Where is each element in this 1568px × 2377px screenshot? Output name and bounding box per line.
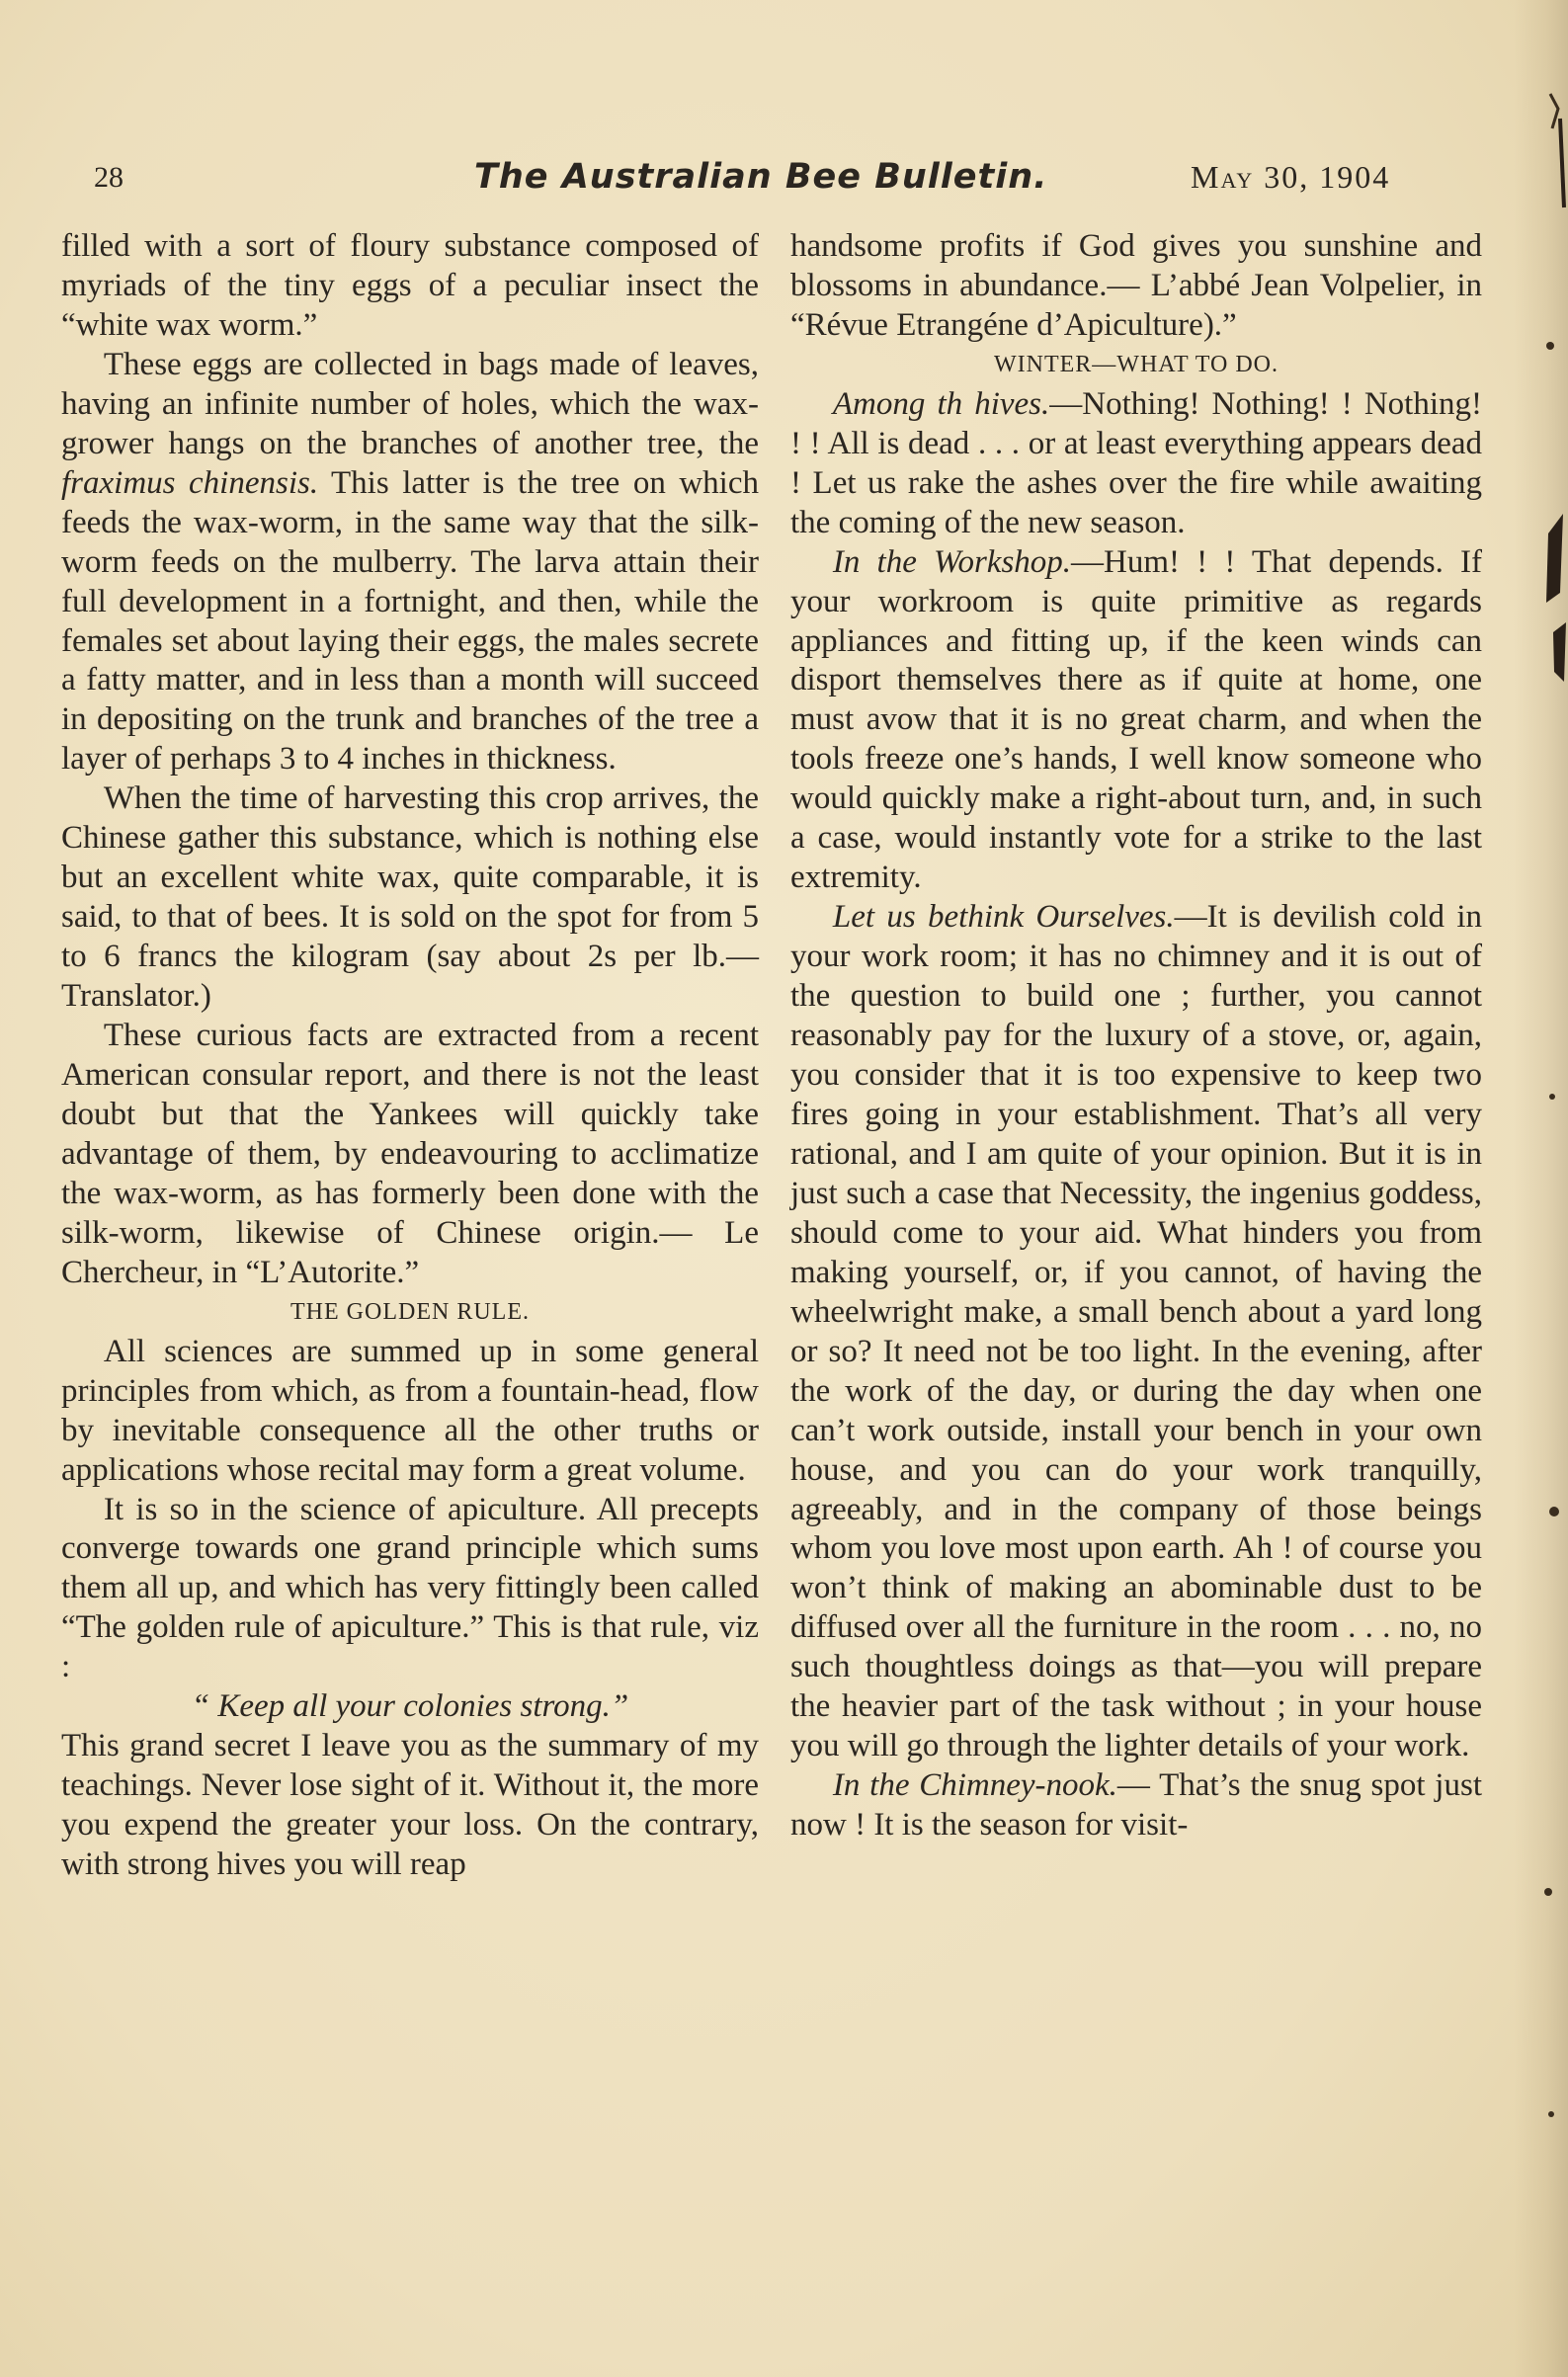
paragraph: These curious facts are extracted from a recent American consular report, and there is not the least doubt but that the Yankees will quickly take advantage of them, by endeavouring to acclimatize the wax-worm, as has formerly been done with the silk-worm, likewise of Chinese origin.— Le Chercheur, in “L’Autorite.” (61, 1018, 759, 1290)
motto-line: “ Keep all your colonies strong.” (191, 1688, 629, 1725)
margin-binding-marks (1509, 0, 1568, 2377)
right-column (790, 227, 1482, 1845)
italic-run: In the Workshop. (832, 543, 1072, 580)
paragraph (790, 543, 1482, 899)
paragraph (790, 1766, 1482, 1845)
paragraph: This grand secret I leave you as the summary of my teachings. Never lose sight of it. Without it, the more you expend the greater your loss. On the contrary, with strong hives you will reap (61, 1728, 759, 1883)
left-column (61, 227, 759, 1885)
section-heading: WINTER—WHAT TO DO. (994, 351, 1279, 377)
paragraph: All sciences are summed up in some general principles from which, as from a fountain-head, flow by inevitable consequence all the other truths or applications whose recital may form a great volume. (61, 1333, 759, 1488)
italic-run: In the Chimney-nook. (832, 1767, 1117, 1804)
italic-run: Let us bethink Ourselves. (832, 899, 1175, 936)
text-run: — That’s the snug spot just now ! It is the season for visit- (790, 1767, 1482, 1844)
text-run: These eggs are collected in bags made of leaves, having an infinite number of holes, which the wax-grower hangs on the branches of another tree, the (61, 346, 759, 461)
page-header (94, 153, 1477, 203)
paragraph: filled with a sort of floury substance composed of myriads of the tiny eggs of a peculiar insect the “white wax worm.” (61, 228, 759, 343)
page-number: 28 (94, 161, 124, 194)
issue-date: May 30, 1904 (1191, 159, 1391, 195)
text-run: —Hum! ! ! That depends. If your workroom is quite primitive as regards appliances and fitting up, if the keen winds can disport themselves there as if quite at home, one must avow that it is no great charm, and when the tools freeze one’s hands, I well know someone who would quickly make a right-about turn, and, in such a case, would instantly vote for a strike to the last extremity. (790, 543, 1482, 896)
text-run: —Nothing! Nothing! ! Nothing! ! ! All is dead . . . or at least everything appears dead ! Let us rake the ashes over the fire while awaiting the coming of the new season. (790, 385, 1482, 540)
paragraph: It is so in the science of apiculture. All precepts converge towards one grand principle which sums them all up, and which has very fittingly been called “The golden rule of apiculture.” This is that rule, viz : (61, 1491, 759, 1685)
italic-run: Among th hives. (832, 385, 1050, 422)
section-heading: THE GOLDEN RULE. (290, 1298, 530, 1325)
paragraph (61, 346, 759, 779)
paragraph (790, 385, 1482, 543)
paragraph: When the time of harvesting this crop arrives, the Chinese gather this substance, which is nothing else but an excellent white wax, quite comparable, it is said, to that of bees. It is sold on the spot for from 5 to 6 francs the kilogram (say about 2s per lb.—Translator.) (61, 780, 759, 1015)
italic-run: fraximus chinensis. (61, 464, 319, 501)
text-run: This latter is the tree on which feeds the wax-worm, in the same way that the silk-worm feeds on the mulberry. The larva attain their full development in a fortnight, and then, while the females set about laying their eggs, the males secrete a fatty matter, and in less than a month will succeed in depositing on the trunk and branches of the tree a layer of perhaps 3 to 4 inches in thickness. (61, 464, 759, 778)
journal-title: The Australian Bee Bulletin. (474, 157, 1048, 197)
paragraph (790, 898, 1482, 1766)
paragraph: handsome profits if God gives you sunshine and blossoms in abundance.— L’abbé Jean Volpelier, in “Révue Etrangéne d’Apiculture).” (790, 228, 1482, 343)
text-run: —It is devilish cold in your work room; it has no chimney and it is out of the question to build one ; further, you cannot reasonably pay for the luxury of a stove, or, again, you consider that it is too expensive to keep two fires going in your establishment. That’s all very rational, and I am quite of your opinion. But it is in just such a case that Necessity, the ingenius goddess, should come to your aid. What hinders you from making yourself, or, if you cannot, of having the wheelwright make, a small bench about a yard long or so? It need not be too light. In the evening, after the work of the day, or during the day when one can’t work outside, install your bench in your own house, and you can do your work tranquilly, agreeably, and in the company of those beings whom you love most upon earth. Ah ! of course you won’t think of making an abominable dust to be diffused over all the furniture in the room . . . no, no such thoughtless doings as that—you will prepare the heavier part of the task without ; in your house you will go through the lighter details of your work. (790, 899, 1482, 1764)
